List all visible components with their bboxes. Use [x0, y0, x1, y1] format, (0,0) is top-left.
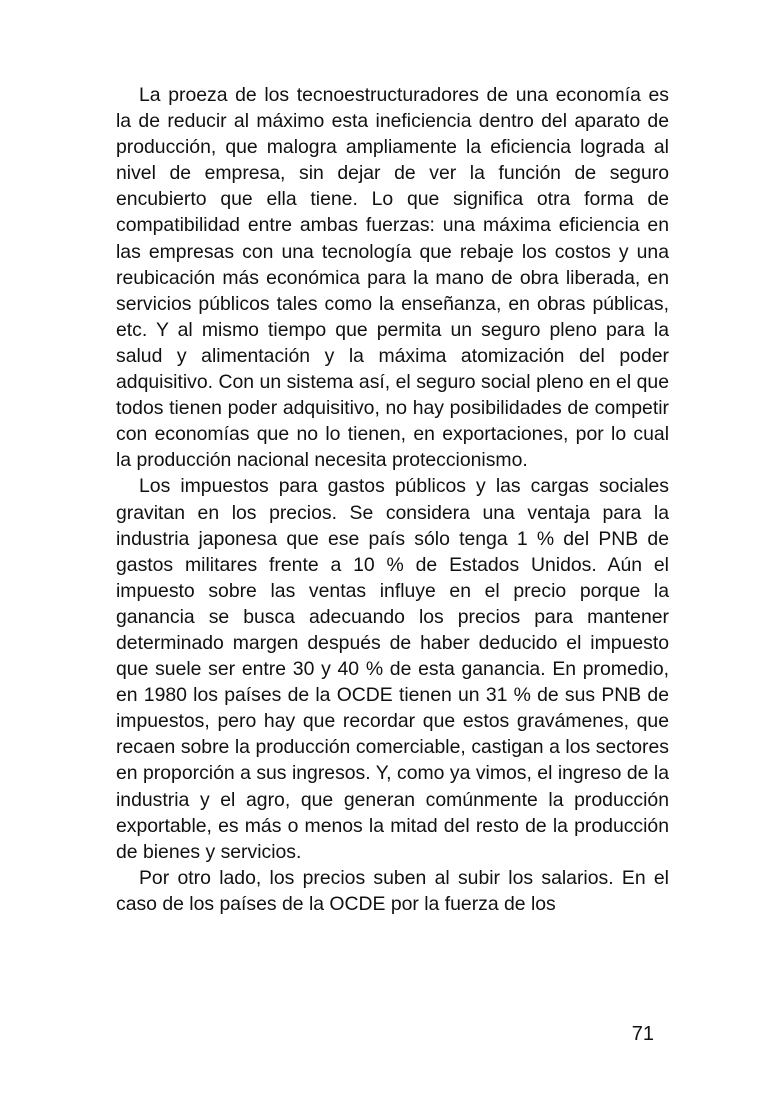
body-text	[116, 82, 669, 917]
paragraph-1: La proeza de los tecnoestructuradores de una economía es la de reducir al máximo esta ineficiencia dentro del aparato de producción, que malogra ampliamente la eficiencia lograda al nivel de empresa, sin dejar de ver la función de seguro encubierto que ella tiene. Lo que significa otra forma de compatibilidad entre ambas fuerzas: una máxima eficiencia en las empresas con una tecnología que rebaje los costos y una reubicación más económica para la mano de obra liberada, en servicios públicos tales como la enseñanza, en obras públicas, etc. Y al mismo tiempo que permita un seguro pleno para la salud y alimentación y la máxima atomización del poder adquisitivo. Con un sistema así, el seguro social pleno en el que todos tienen poder adquisitivo, no hay posibilidades de competir con economías que no lo tienen, en exportaciones, por lo cual la producción nacional necesita proteccionismo.	[116, 84, 669, 472]
paragraph-2: Los impuestos para gastos públicos y las cargas sociales gravitan en los precios. Se considera una ventaja para la industria japonesa que ese país sólo tenga 1 % del PNB de gastos militares frente a 10 % de Estados Unidos. Aún el impuesto sobre las ventas influye en el precio porque la ganancia se busca adecuando los precios para mantener determinado margen después de haber deducido el impuesto que suele ser entre 30 y 40 % de esta ganancia. En promedio, en 1980 los países de la OCDE tienen un 31 % de sus PNB de impuestos, pero hay que recordar que estos gravámenes, que recaen sobre la producción comerciable, castigan a los sectores en proporción a sus ingresos. Y, como ya vimos, el ingreso de la industria y el agro, que generan comúnmente la producción exportable, es más o menos la mitad del resto de la producción de bienes y servicios.	[116, 475, 669, 863]
page-number: 71	[631, 1023, 654, 1045]
paragraph-3: Por otro lado, los precios suben al subir los salarios. En el caso de los países de la OCDE por la fuerza de los	[116, 866, 669, 915]
